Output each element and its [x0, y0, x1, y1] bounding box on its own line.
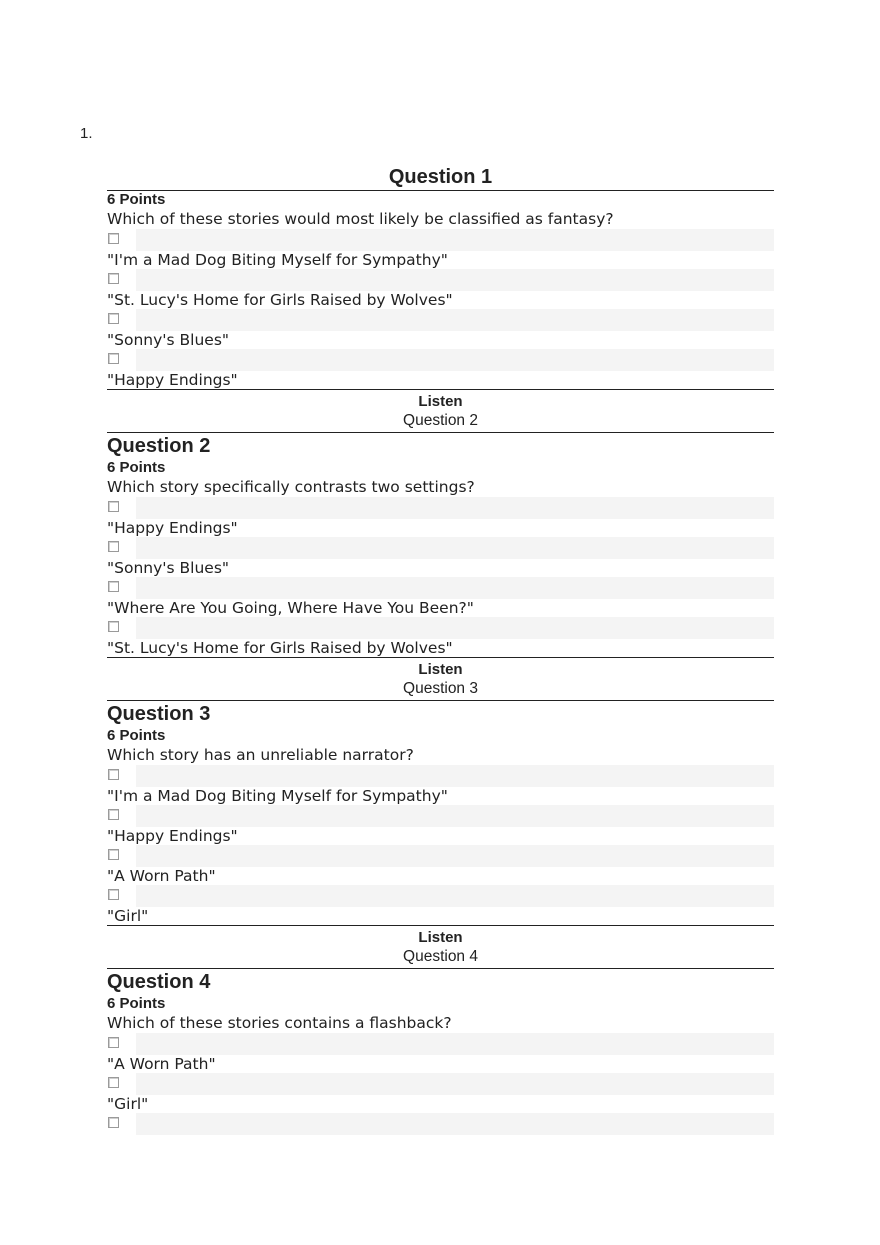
checkbox[interactable] [108, 849, 119, 860]
points-label: 6 Points [107, 459, 166, 476]
answer-option [107, 309, 774, 331]
checkbox[interactable] [108, 1077, 119, 1088]
question-title: Question 3 [107, 703, 211, 725]
listen-button[interactable]: Listen [418, 661, 463, 678]
option-label: "St. Lucy's Home for Girls Raised by Wolves" [107, 639, 453, 657]
divider [107, 657, 774, 658]
answer-option [107, 805, 774, 827]
checkbox[interactable] [108, 541, 119, 552]
answer-option [107, 1033, 774, 1055]
checkbox[interactable] [108, 1117, 119, 1128]
answer-option [107, 1113, 774, 1135]
divider [107, 925, 774, 926]
option-label: "Sonny's Blues" [107, 559, 230, 577]
checkbox[interactable] [108, 769, 119, 780]
option-label: "Where Are You Going, Where Have You Been?" [107, 599, 474, 617]
question-3 [107, 701, 774, 969]
answer-option [107, 537, 774, 559]
checkbox[interactable] [108, 581, 119, 592]
answer-option [107, 497, 774, 519]
question-title: Question 2 [107, 435, 211, 457]
checkbox[interactable] [108, 273, 119, 284]
answer-option [107, 349, 774, 371]
option-label: "Happy Endings" [107, 827, 238, 845]
option-label: "A Worn Path" [107, 1055, 216, 1073]
answer-option [107, 885, 774, 907]
question-title: Question 4 [107, 971, 211, 993]
option-label: "Happy Endings" [107, 519, 238, 537]
question-prompt: Which story specifically contrasts two settings? [107, 478, 475, 496]
listen-button[interactable]: Listen [418, 929, 463, 946]
option-label: "I'm a Mad Dog Biting Myself for Sympathy" [107, 251, 448, 269]
question-prompt: Which of these stories contains a flashback? [107, 1014, 452, 1032]
points-label: 6 Points [107, 191, 166, 208]
question-title: Question 1 [388, 166, 493, 188]
answer-option [107, 269, 774, 291]
listen-button[interactable]: Listen [418, 393, 463, 410]
question-prompt: Which story has an unreliable narrator? [107, 746, 414, 764]
question-1 [107, 164, 774, 433]
answer-option [107, 845, 774, 867]
points-label: 6 Points [107, 727, 166, 744]
option-label: "Girl" [107, 907, 149, 925]
answer-option [107, 1073, 774, 1095]
list-marker: 1. [80, 125, 93, 142]
option-label: "A Worn Path" [107, 867, 216, 885]
next-question-label: Question 4 [403, 948, 478, 965]
checkbox[interactable] [108, 313, 119, 324]
checkbox[interactable] [108, 621, 119, 632]
answer-option [107, 577, 774, 599]
checkbox[interactable] [108, 233, 119, 244]
checkbox[interactable] [108, 1037, 119, 1048]
answer-option [107, 617, 774, 639]
question-prompt: Which of these stories would most likely be classified as fantasy? [107, 210, 614, 228]
option-label: "Happy Endings" [107, 371, 238, 389]
question-2 [107, 433, 774, 701]
answer-option [107, 229, 774, 251]
answer-option [107, 765, 774, 787]
checkbox[interactable] [108, 889, 119, 900]
option-label: "St. Lucy's Home for Girls Raised by Wolves" [107, 291, 453, 309]
next-question-label: Question 2 [403, 412, 478, 429]
option-label: "Sonny's Blues" [107, 331, 230, 349]
checkbox[interactable] [108, 501, 119, 512]
checkbox[interactable] [108, 809, 119, 820]
quiz-content [107, 164, 774, 1135]
question-4 [107, 969, 774, 1135]
checkbox[interactable] [108, 353, 119, 364]
next-question-label: Question 3 [403, 680, 478, 697]
option-label: "I'm a Mad Dog Biting Myself for Sympathy" [107, 787, 448, 805]
option-label: "Girl" [107, 1095, 149, 1113]
divider [107, 389, 774, 390]
points-label: 6 Points [107, 995, 166, 1012]
